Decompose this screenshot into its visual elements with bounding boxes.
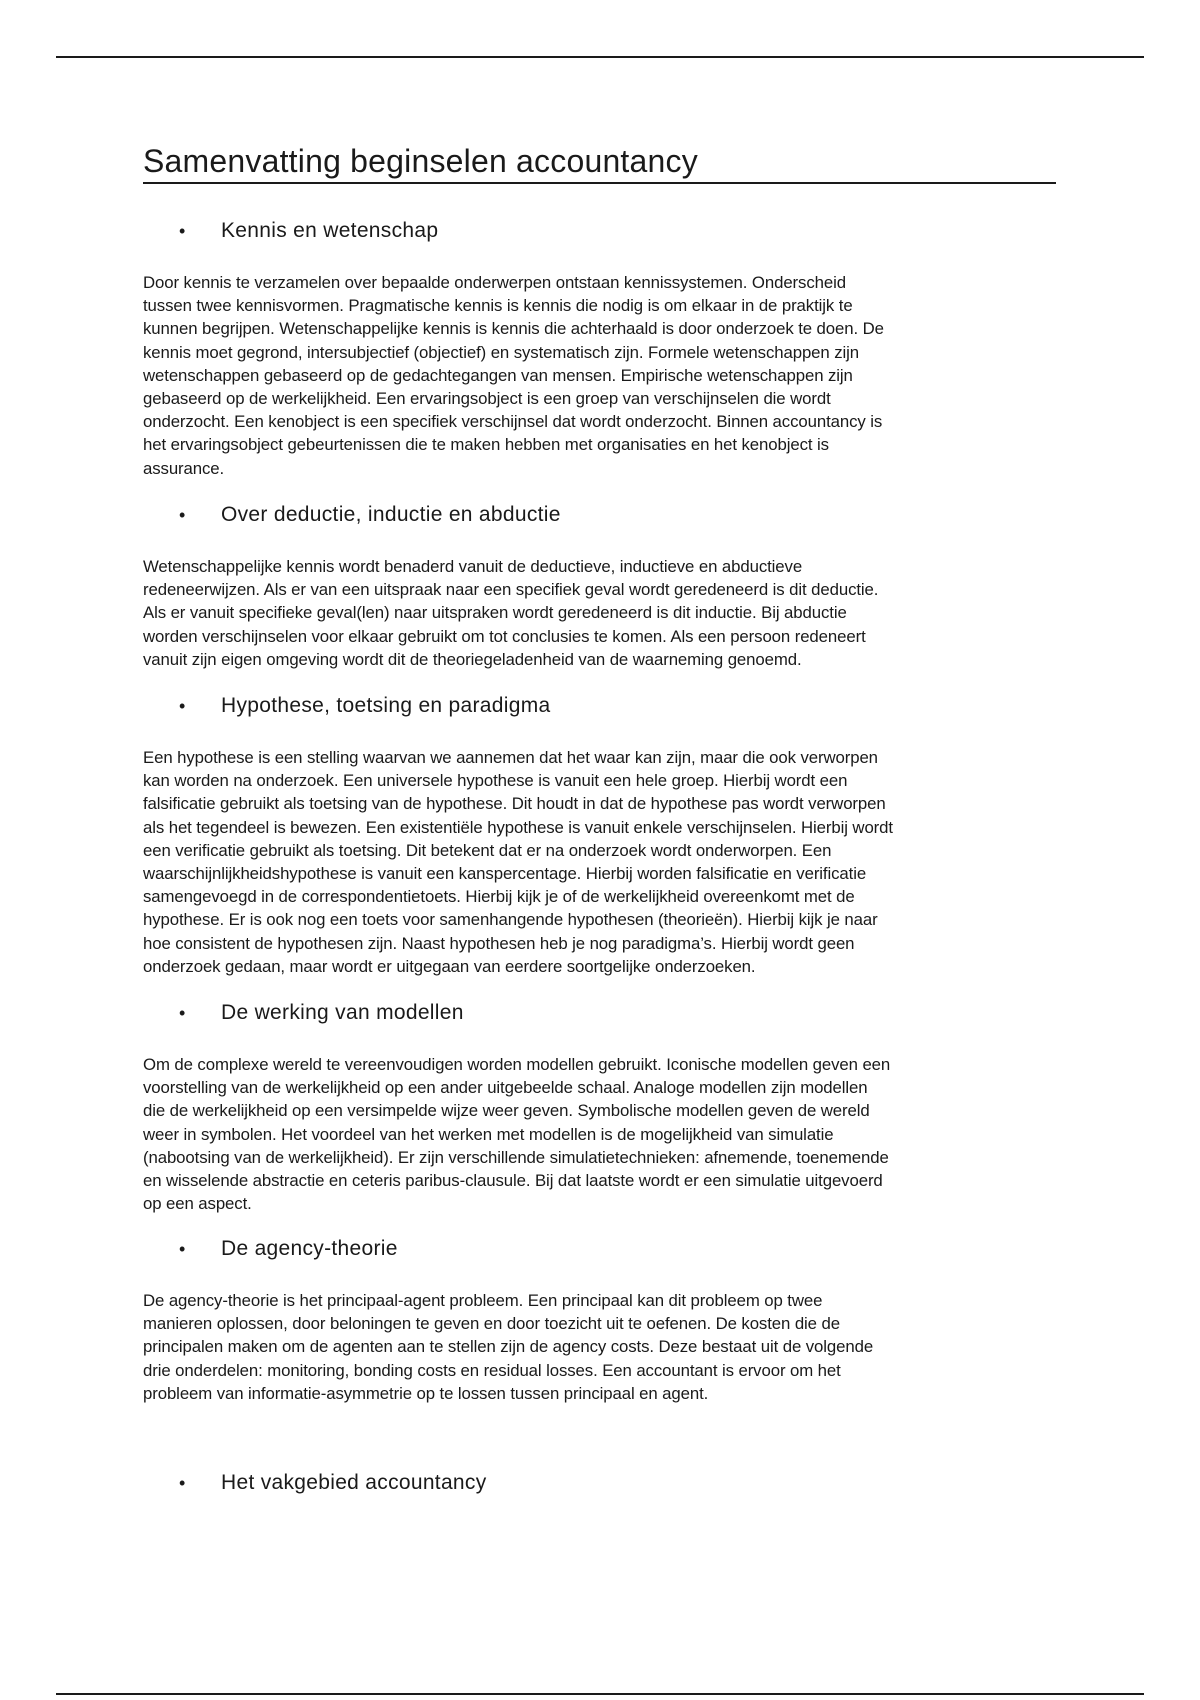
- section-agency-theorie: [143, 1236, 1056, 1403]
- paragraph-line: falsificatie gebruikt als toetsing van de hypothese. Dit houdt in dat de hypothese pas wordt verworpen: [143, 794, 886, 814]
- section-heading-text: De agency-theorie: [221, 1237, 398, 1260]
- paragraph-line: Een hypothese is een stelling waarvan we aannemen dat het waar kan zijn, maar die ook verworpen: [143, 748, 878, 767]
- paragraph-line: kunnen begrijpen. Wetenschappelijke kennis is kennis die achterhaald is door onderzoek te doen. De: [143, 319, 884, 339]
- bullet-icon: •: [179, 1239, 186, 1259]
- bullet-icon: •: [179, 1473, 186, 1493]
- section-paragraph: [143, 271, 1056, 480]
- paragraph-line: gebaseerd op de werkelijkheid. Een ervaringsobject is een groep van verschijnselen die wordt: [143, 389, 831, 409]
- paragraph-line: drie onderdelen: monitoring, bonding costs en residual losses. Een accountant is ervoor om het: [143, 1360, 841, 1380]
- page-top-rule: [56, 56, 1144, 58]
- section-kennis-en-wetenschap: [143, 218, 1056, 478]
- paragraph-line: onderzoek gedaan, maar wordt er uitgegaan van eerdere soortgelijke onderzoeken.: [143, 956, 756, 976]
- document-body: [143, 142, 1056, 1494]
- section-heading: [143, 1000, 1056, 1026]
- section-heading-text: Kennis en wetenschap: [221, 219, 439, 242]
- bullet-icon: •: [179, 1003, 186, 1023]
- paragraph-line: Wetenschappelijke kennis wordt benaderd vanuit de deductieve, inductieve en abductieve: [143, 557, 803, 576]
- section-heading-text: Het vakgebied accountancy: [221, 1471, 487, 1494]
- bullet-icon: •: [179, 505, 186, 525]
- paragraph-line: Door kennis te verzamelen over bepaalde onderwerpen ontstaan kennissystemen. Onderscheid: [143, 273, 846, 292]
- paragraph-line: principalen maken om de agenten aan te stellen zijn de agency costs. Deze bestaat uit de volgende: [143, 1337, 874, 1357]
- document-title: Samenvatting beginselen accountancy: [143, 142, 1056, 184]
- paragraph-line: op een aspect.: [143, 1194, 252, 1214]
- paragraph-line: die de werkelijkheid op een versimpelde wijze weer geven. Symbolische modellen geven de wereld: [143, 1101, 870, 1121]
- section-heading: [143, 218, 1056, 244]
- paragraph-line: kan worden na onderzoek. Een universele hypothese is vanuit een hele groep. Hierbij wordt een: [143, 771, 848, 791]
- section-heading: [143, 1236, 1056, 1262]
- paragraph-line: (nabootsing van de werkelijkheid). Er zijn verschillende simulatietechnieken: afnemende, toenemende: [143, 1147, 889, 1167]
- paragraph-line: redeneerwijzen. Als er van een uitspraak naar een specifiek geval wordt geredeneerd is dit deductie.: [143, 580, 879, 600]
- paragraph-line: worden verschijnselen voor elkaar gebruikt om tot conclusies te komen. Als een persoon redeneert: [143, 626, 866, 646]
- section-heading-text: Hypothese, toetsing en paradigma: [221, 694, 551, 717]
- paragraph-line: Als er vanuit specifieke geval(len) naar uitspraken wordt geredeneerd is dit inductie. Bij abductie: [143, 603, 847, 623]
- section-heading: [143, 693, 1056, 719]
- section-heading-text: Over deductie, inductie en abductie: [221, 503, 561, 526]
- section-vakgebied-accountancy: [143, 1470, 1056, 1496]
- section-paragraph: [143, 555, 1056, 671]
- bullet-icon: •: [179, 696, 186, 716]
- section-werking-van-modellen: [143, 1000, 1056, 1214]
- paragraph-line: voorstelling van de werkelijkheid op een ander uitgebeelde schaal. Analoge modellen zijn modellen: [143, 1078, 868, 1098]
- section-paragraph: [143, 1053, 1056, 1215]
- section-deductie-inductie-abductie: [143, 502, 1056, 669]
- paragraph-line: manieren oplossen, door beloningen te geven en door toezicht uit te oefenen. De kosten die de: [143, 1314, 840, 1334]
- section-heading: [143, 1470, 1056, 1496]
- bullet-icon: •: [179, 221, 186, 241]
- paragraph-line: Om de complexe wereld te vereenvoudigen worden modellen gebruikt. Iconische modellen geven een: [143, 1055, 891, 1074]
- paragraph-line: onderzocht. Een kenobject is een specifiek verschijnsel dat wordt onderzocht. Binnen accountancy is: [143, 412, 883, 432]
- section-heading: [143, 502, 1056, 528]
- paragraph-line: samengevoegd in de correspondentietoets. Hierbij kijk je of de werkelijkheid overeenkomt met de: [143, 887, 855, 907]
- paragraph-line: probleem van informatie-asymmetrie op te lossen tussen principaal en agent.: [143, 1383, 709, 1403]
- page-bottom-rule: [56, 1693, 1144, 1695]
- paragraph-line: vanuit zijn eigen omgeving wordt dit de theoriegeladenheid van de waarneming genoemd.: [143, 649, 802, 669]
- paragraph-line: het ervaringsobject gebeurtenissen die te maken hebben met organisaties en het kenobject is: [143, 435, 829, 455]
- paragraph-line: De agency-theorie is het principaal-agent probleem. Een principaal kan dit probleem op twee: [143, 1291, 823, 1310]
- paragraph-line: wetenschappen gebaseerd op de gedachtegangen van mensen. Empirische wetenschappen zijn: [143, 365, 853, 385]
- section-hypothese-toetsing-paradigma: [143, 693, 1056, 976]
- paragraph-line: waarschijnlijkheidshypothese is vanuit een kanspercentage. Hierbij worden falsificatie en verificatie: [143, 864, 867, 884]
- section-paragraph: [143, 746, 1056, 978]
- paragraph-line: tussen twee kennisvormen. Pragmatische kennis is kennis die nodig is om elkaar in de praktijk te: [143, 296, 853, 316]
- paragraph-line: hypothese. Er is ook nog een toets voor samenhangende hypothesen (theorieën). Hierbij kijk je naar: [143, 910, 878, 930]
- section-heading-text: De werking van modellen: [221, 1001, 464, 1024]
- paragraph-line: hoe consistent de hypothesen zijn. Naast hypothesen heb je nog paradigma’s. Hierbij wordt geen: [143, 933, 855, 953]
- paragraph-line: een verificatie gebruikt als toetsing. Dit betekent dat er na onderzoek wordt onderworpen. Een: [143, 840, 832, 860]
- paragraph-line: als het tegendeel is bewezen. Een existentiële hypothese is vanuit enkele verschijnselen. Hierbij wordt: [143, 817, 893, 837]
- paragraph-line: assurance.: [143, 458, 225, 478]
- section-paragraph: [143, 1289, 1056, 1405]
- paragraph-line: kennis moet gegrond, intersubjectief (objectief) en systematisch zijn. Formele wetenschappen zijn: [143, 342, 859, 362]
- paragraph-line: weer in symbolen. Het voordeel van het werken met modellen is de mogelijkheid van simulatie: [143, 1124, 834, 1144]
- paragraph-line: en wisselende abstractie en ceteris paribus-clausule. Bij dat laatste wordt er een simulatie uitgevoerd: [143, 1171, 883, 1191]
